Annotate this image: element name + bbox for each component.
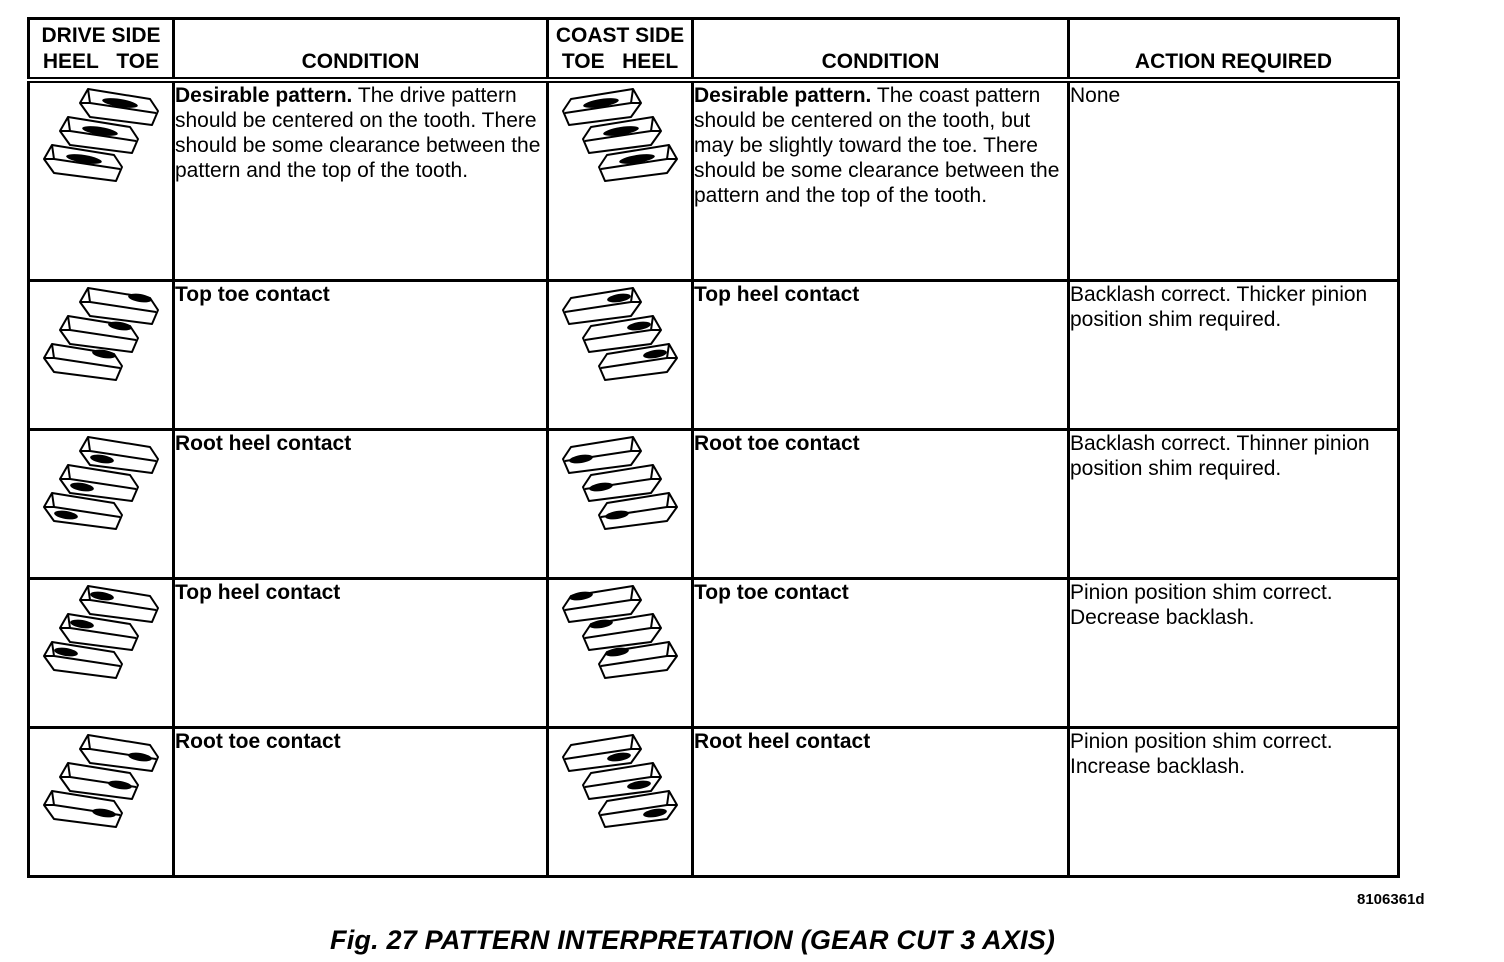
figure-caption: Fig. 27 PATTERN INTERPRETATION (GEAR CUT 3 AXIS) [330,925,1056,955]
drive-condition-cell [174,430,548,579]
gear-tooth-coast-icon [559,282,681,386]
drive-condition-title: Desirable pattern. [175,84,353,107]
condition-header-drive: CONDITION [174,19,548,81]
drive-side-illustration [29,579,174,728]
drive-toe-label: TOE [116,50,160,73]
coast-toe-label: TOE [561,50,605,73]
coast-condition-title: Root heel contact [694,730,871,753]
table-row [29,430,1399,579]
action-required-cell: Backlash correct. Thinner pinion position shim required. [1069,430,1399,579]
condition-header-coast: CONDITION [693,19,1069,81]
coast-side-label: COAST SIDE [555,24,685,47]
drive-side-label: DRIVE SIDE [41,24,161,47]
coast-side-illustration [548,80,693,281]
coast-condition-cell [693,728,1069,877]
coast-condition-cell [693,430,1069,579]
coast-condition-title: Root toe contact [694,432,860,455]
action-required-cell: None [1069,80,1399,281]
gear-tooth-drive-icon [40,431,162,535]
header-row [29,19,1399,81]
action-required-cell: Pinion position shim correct. Decrease backlash. [1069,579,1399,728]
gear-tooth-drive-icon [40,83,162,187]
drive-condition-cell [174,728,548,877]
drive-condition-title: Top heel contact [175,581,341,604]
coast-side-illustration [548,728,693,877]
gear-tooth-drive-icon [40,282,162,386]
coast-side-illustration [548,430,693,579]
table-row [29,579,1399,728]
gear-tooth-coast-icon [559,83,681,187]
table-row [29,281,1399,430]
coast-condition-title: Desirable pattern. [694,84,872,107]
drive-heel-label: HEEL [42,50,99,73]
table-row [29,80,1399,281]
drive-condition-title: Root toe contact [175,730,341,753]
drive-side-illustration [29,80,174,281]
gear-tooth-coast-icon [559,580,681,684]
coast-condition-cell [693,80,1069,281]
drive-condition-title: Root heel contact [175,432,352,455]
coast-condition-cell [693,281,1069,430]
reference-code: 8106361d [1357,891,1425,908]
action-required-cell: Pinion position shim correct. Increase backlash. [1069,728,1399,877]
pattern-interpretation-table [27,17,1400,878]
coast-condition-text: The coast pattern should be centered on the tooth, but may be slightly toward the toe. There should be some clearance between the pattern and the top of the tooth. [694,84,1060,207]
drive-condition-cell [174,80,548,281]
drive-side-illustration [29,281,174,430]
action-required-cell: Backlash correct. Thicker pinion position shim required. [1069,281,1399,430]
drive-condition-title: Top toe contact [175,283,330,306]
table-row [29,728,1399,877]
coast-side-illustration [548,281,693,430]
gear-tooth-drive-icon [40,729,162,833]
drive-condition-text: The drive pattern should be centered on the tooth. There should be some clearance between the pattern and the top of the tooth. [175,84,541,182]
action-header: ACTION REQUIRED [1069,19,1399,81]
drive-side-illustration [29,728,174,877]
drive-condition-cell [174,579,548,728]
coast-condition-title: Top toe contact [694,581,849,604]
coast-heel-label: HEEL [622,50,679,73]
drive-side-header [29,19,174,81]
gear-tooth-coast-icon [559,729,681,833]
gear-tooth-coast-icon [559,431,681,535]
coast-side-illustration [548,579,693,728]
drive-side-illustration [29,430,174,579]
coast-condition-title: Top heel contact [694,283,860,306]
coast-side-header [548,19,693,81]
drive-condition-cell [174,281,548,430]
gear-tooth-drive-icon [40,580,162,684]
coast-condition-cell [693,579,1069,728]
